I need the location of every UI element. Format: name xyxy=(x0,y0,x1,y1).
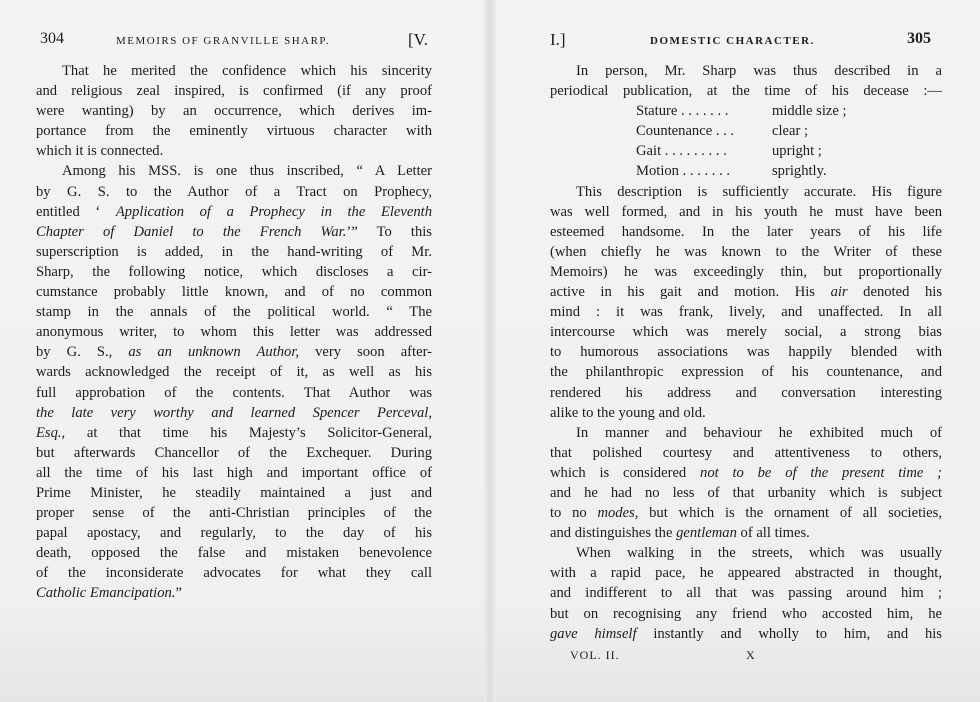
signature-mark: VOL. II. xyxy=(570,647,620,662)
right-text-line: and distinguishes the gentleman of all times. xyxy=(550,525,810,542)
description-value: sprightly. xyxy=(772,163,827,180)
left-text-line: entitled ‘ Application of a Prophecy in the Eleventh xyxy=(36,203,432,220)
right-chapter-mark: I.] xyxy=(550,30,566,49)
left-text-line: but afterwards Chancellor of the Exchequer. During xyxy=(36,444,432,461)
left-text-line: Chapter of Daniel to the French War.’” To this xyxy=(36,223,432,240)
right-text-line: Memoirs) he was exceedingly thin, but proportionally xyxy=(550,263,942,280)
description-row xyxy=(550,101,942,121)
left-page xyxy=(36,30,432,604)
left-chapter-mark: [V. xyxy=(408,30,428,49)
right-text-line: rendered his address and conversation interesting xyxy=(550,384,942,401)
right-text-line: and indifferent to all that was passing around him ; xyxy=(550,585,942,602)
right-text-line: mind : it was frank, lively, and unaffected. In all xyxy=(550,304,942,321)
right-intro-text-line: In person, Mr. Sharp was thus described in a xyxy=(576,63,942,79)
left-text-line: cumstance probably little known, and of no common xyxy=(36,284,432,301)
description-row xyxy=(550,141,942,161)
right-text-line: In manner and behaviour he exhibited much of xyxy=(576,424,942,441)
left-text-line: and religious zeal inspired, is confirmed (if any proof xyxy=(36,83,432,100)
right-text-line: When walking in the streets, which was usually xyxy=(576,545,942,562)
left-text-line: Prime Minister, he steadily maintained a just and xyxy=(36,484,432,501)
left-running-title: MEMOIRS OF GRANVILLE SHARP. xyxy=(116,35,331,47)
right-running-head xyxy=(550,30,942,50)
right-text-line: but on recognising any friend who accosted him, he xyxy=(550,605,942,622)
left-text-line: portance from the eminently virtuous character with xyxy=(36,123,432,140)
left-text-line: Esq., at that time his Majesty’s Solicitor-General, xyxy=(36,424,432,441)
left-text-line: death, opposed the false and mistaken benevolence xyxy=(36,545,432,562)
left-text-line: That he merited the confidence which his sincerity xyxy=(62,63,432,79)
right-intro-text-line: periodical publication, at the time of his decease :— xyxy=(550,83,942,100)
description-label: Gait . . . . . . . . . xyxy=(636,143,727,160)
right-text-line: was well formed, and in his youth he must have been xyxy=(550,203,942,220)
left-text-line: were wanting) by an occurrence, which derives im- xyxy=(36,103,432,120)
description-row xyxy=(550,121,942,141)
right-signature-line xyxy=(550,646,942,666)
left-text-line: full approbation of the contents. That Author was xyxy=(36,384,432,401)
left-text-line: wards acknowledged the receipt of it, as well as his xyxy=(36,364,432,381)
signature-letter: X xyxy=(746,647,756,662)
description-label: Countenance . . . xyxy=(636,123,735,140)
left-text-line: all the time of his last high and important office of xyxy=(36,464,432,481)
description-row xyxy=(550,161,942,181)
right-page-number: 305 xyxy=(907,30,931,47)
right-running-title: DOMESTIC CHARACTER. xyxy=(650,35,815,47)
right-text-line: which is considered not to be of the present time ; xyxy=(550,464,943,481)
left-text-line: superscription is added, in the hand-writing of Mr. xyxy=(36,243,432,260)
description-value: upright ; xyxy=(772,143,822,160)
left-text-line: by G. S. to the Author of a Tract on Prophecy, xyxy=(36,183,432,200)
right-text-line: to humorous associations was happily blended with xyxy=(550,344,942,361)
left-text-line: proper sense of the anti-Christian principles of the xyxy=(36,505,432,522)
right-text-line: This description is sufficiently accurate. His figure xyxy=(576,183,942,200)
left-text-line: of the inconsiderate advocates for what they call xyxy=(36,565,432,582)
left-running-head xyxy=(36,30,432,50)
right-page xyxy=(550,30,942,666)
right-text-line: active in his gait and motion. His air denoted his xyxy=(550,284,942,301)
right-text-line: alike to the young and old. xyxy=(550,404,706,421)
description-value: middle size ; xyxy=(772,103,847,120)
right-text-line: that polished courtesy and attentiveness to others, xyxy=(550,444,942,461)
right-text-line: and he had no less of that urbanity which is subject xyxy=(550,484,942,501)
right-text-line: intercourse which was merely social, a strong bias xyxy=(550,324,942,341)
right-body-text xyxy=(550,61,942,644)
book-gutter xyxy=(484,0,496,702)
left-text-line: anonymous writer, to whom this letter was addressed xyxy=(36,324,432,341)
left-body-text xyxy=(36,61,432,604)
left-text-line: by G. S., as an unknown Author, very soon after- xyxy=(36,344,432,361)
right-text-line: gave himself instantly and wholly to him, and his xyxy=(550,625,942,642)
right-text-line: (when chiefly he was known to the Writer of these xyxy=(550,243,942,260)
left-text-line: papal apostacy, and regularly, to the day of his xyxy=(36,525,432,542)
left-text-line: Catholic Emancipation.” xyxy=(36,585,182,602)
right-text-line: with a rapid pace, he appeared abstracted in thought, xyxy=(550,565,942,582)
left-text-line: Sharp, the following notice, which discloses a cir- xyxy=(36,263,432,280)
description-label: Stature . . . . . . . xyxy=(636,103,729,120)
description-label: Motion . . . . . . . xyxy=(636,163,731,180)
right-text-line: to no modes, but which is the ornament of all societies, xyxy=(550,505,942,522)
right-text-line: esteemed handsome. In the later years of his life xyxy=(550,223,942,240)
left-text-line: Among his MSS. is one thus inscribed, “ A Letter xyxy=(62,163,432,180)
right-text-line: the philanthropic expression of his countenance, and xyxy=(550,364,942,381)
description-value: clear ; xyxy=(772,123,809,140)
left-text-line: which it is connected. xyxy=(36,143,164,160)
left-text-line: the late very worthy and learned Spencer Perceval, xyxy=(36,404,432,421)
left-text-line: stamp in the annals of the political world. “ The xyxy=(36,304,432,321)
left-page-number: 304 xyxy=(40,30,64,47)
